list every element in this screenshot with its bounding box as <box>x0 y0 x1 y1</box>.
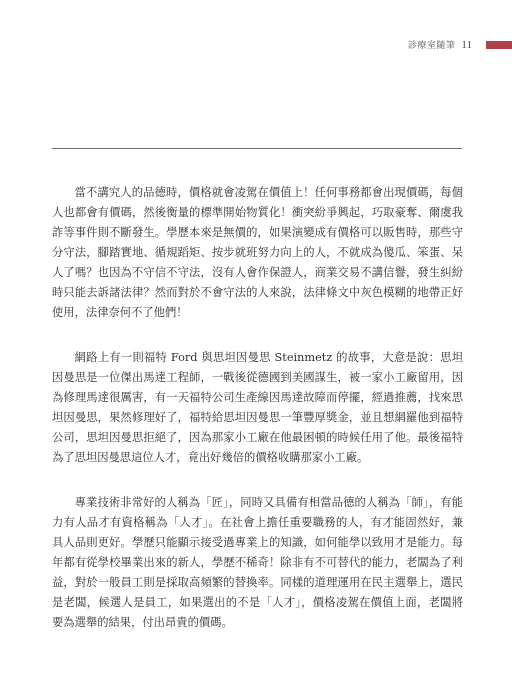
header-accent-bar <box>486 41 512 49</box>
section-divider-rule <box>52 148 462 149</box>
page-header <box>408 38 512 51</box>
paragraph-2: 網路上有一則福特 Ford 與思坦因曼思 Steinmetz 的故事，大意是說：思坦因曼思是一位傑出馬達工程師，一戰後從德國到美國謀生，被一家小工廠留用，因為修理馬達很厲害，有一天福特公司生產線因馬達故障而停擺，經過推薦，找來思坦因曼思，果然修理好了，福特給思坦因曼思一筆豐厚獎金，並且想網羅他到福特公司，思坦因曼思拒絕了，因為那家小工廠在他最困頓的時候任用了他。最後福特為了思坦因曼思這位人才，竟出好幾倍的價格收購那家小工廠。 <box>52 351 463 464</box>
running-head: 診療室隨筆 <box>407 41 456 51</box>
paragraph-1: 當不講究人的品德時，價格就會凌駕在價值上！任何事務都會出現價碼，每個人也都會有價碼，然後衡量的標準開始物質化！衝突紛爭興起，巧取豪奪、爾虞我詐等事件則不斷發生。學歷本來是無價的，如果演變成有價格可以販售時，那些守分守法，腳踏實地、循規蹈矩、按步就班努力向上的人，不就成為傻瓜、笨蛋、呆人了嗎？也因為不守信不守法，沒有人會作保證人，商業交易不講信譽，發生糾紛時只能去訴諸法律？然而對於不會守法的人來說，法律條文中灰色模糊的地帶正好使用，法律奈何不了他們！ <box>52 186 463 319</box>
page-number: 11 <box>461 38 472 51</box>
paragraph-3: 專業技術非常好的人稱為「匠」，同時又具備有相當品德的人稱為「師」，有能力有人品才有資格稱為「人才」。在社會上擔任重要職務的人，有才能固然好，兼具人品則更好。學歷只能顯示接受過專業上的知識，如何能學以致用才是能力。每年都有從學校畢業出來的新人，學歷不稀奇！除非有不可替代的能力，老闆為了利益，對於一般員工則是採取高頻繁的替換率。同樣的道理運用在民主選舉上，選民是老闆，候選人是員工，如果選出的不是「人才」，價格凌駕在價值上面，老闆將要為選舉的結果，付出昂貴的價碼。 <box>52 496 463 629</box>
body-text <box>52 183 463 658</box>
